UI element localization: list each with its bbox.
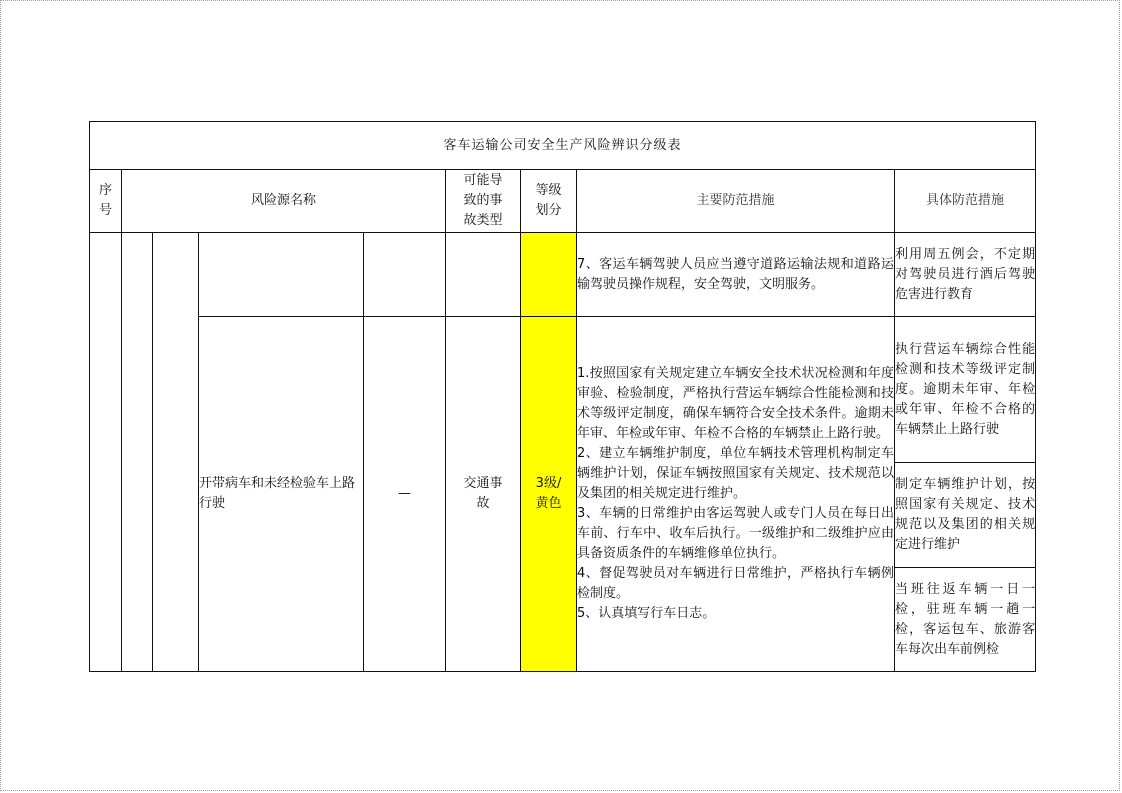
measure-item: 5、认真填写行车日志。 (577, 606, 716, 621)
table-row (90, 233, 1036, 317)
level-cell (521, 233, 577, 317)
specific-measure-cell: 当班往返车辆一日一检，驻班车辆一趟一检，客运包车、旅游客车每次出车前例检 (895, 568, 1036, 672)
measure-item: 4、督促驾驶员对车辆进行日常维护，严格执行车辆例检制度。 (577, 566, 894, 601)
header-level: 等级划分 (521, 170, 577, 233)
subcategory-cell (153, 233, 199, 672)
header-accident-type: 可能导致的事故类型 (446, 170, 521, 233)
level-cell: 3级/黄色 (521, 317, 577, 672)
header-main-measures: 主要防范措施 (577, 170, 895, 233)
header-risk-source: 风险源名称 (122, 170, 446, 233)
seq-cell (90, 233, 122, 672)
risk-source-name: 开带病车和未经检验车上路行驶 (199, 317, 364, 672)
risk-source-name (199, 233, 364, 317)
risk-table (89, 121, 1036, 672)
specific-measure-cell: 制定车辆维护计划，按照国家有关规定、技术规范以及集团的相关规定进行维护 (895, 463, 1036, 568)
specific-measure-cell: 执行营运车辆综合性能检测和技术等级评定制度。逾期未年审、年检或年审、年检不合格的车辆禁止上路行驶 (895, 317, 1036, 463)
main-measures-cell: 7、客运车辆驾驶人员应当遵守道路运输法规和道路运输驾驶员操作规程，安全驾驶，文明服务。 (577, 233, 895, 317)
accident-type-cell (446, 233, 521, 317)
header-specific-measures: 具体防范措施 (895, 170, 1036, 233)
measure-item: 1.按照国家有关规定建立车辆安全技术状况检测和年度审验、检验制度，严格执行营运车辆综合性能检测和技术等级评定制度，确保车辆符合安全技术条件。逾期未年审、年检或年审、年检不合格的车辆禁止上路行驶。 (577, 366, 894, 441)
measure-item: 2、建立车辆维护制度，单位车辆技术管理机构制定车辆维护计划，保证车辆按照国家有关规定、技术规范以及集团的相关规定进行维护。 (577, 446, 894, 501)
measure-item: 3、车辆的日常维护由客运驾驶人或专门人员在每日出车前、行车中、收车后执行。一级维护和二级维护应由具备资质条件的车辆维修单位执行。 (577, 506, 894, 561)
table-title: 客车运输公司安全生产风险辨识分级表 (90, 122, 1036, 170)
header-seq: 序号 (90, 170, 122, 233)
table-row (90, 317, 1036, 463)
header-row (90, 170, 1036, 233)
hazard-cell: — (364, 317, 446, 672)
hazard-cell (364, 233, 446, 317)
main-measures-cell (577, 317, 895, 672)
category-cell (122, 233, 153, 672)
specific-measure-cell: 利用周五例会，不定期对驾驶员进行酒后驾驶危害进行教育 (895, 233, 1036, 317)
accident-type-cell: 交通事故 (446, 317, 521, 672)
